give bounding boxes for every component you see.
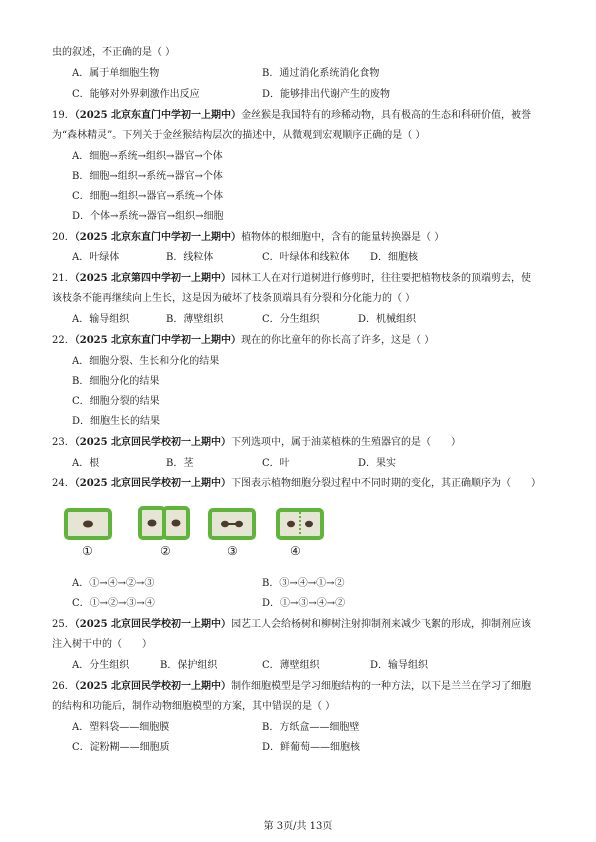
q19-option-b: B．细胞→组织→系统→器官→个体 [72, 171, 223, 182]
q24-option-c: C．①→②→③→④ [72, 598, 155, 609]
q19-stem: 19．（2025 北京东直门中学初一上期中）金丝猴是我国特有的珍稀动物，具有极高的生态和科研价值，被誉 [52, 110, 532, 121]
q19-option-c: C．细胞→组织→器官→系统→个体 [72, 191, 224, 202]
q20-stem: 20．（2025 北京东直门中学初一上期中）植物体的根细胞中，含有的能量转换器是（ ） [52, 232, 445, 243]
q20-option-b: B．线粒体 [166, 252, 214, 263]
q26-stem: 26．（2025 北京回民学校初一上期中）制作细胞模型是学习细胞结构的一种方法，以下是兰兰在学习了细胞 [52, 681, 532, 692]
q26-stem-line2: 的结构和功能后，制作动物细胞模型的方案，其中错误的是（ ） [52, 701, 336, 712]
q24-stem: 24．（2025 北京回民学校初一上期中）下图表示植物细胞分裂过程中不同时期的变化，其正确顺序为（ ） [52, 478, 542, 489]
q21-option-d: D．机械组织 [358, 314, 417, 325]
page-footer: 第 3页/共 13页 [263, 821, 333, 832]
q18-option-d: D．能够排出代谢产生的废物 [262, 89, 391, 100]
q23-option-b: B．茎 [166, 458, 194, 469]
q26-option-c: C．淀粉糊——细胞质 [72, 742, 170, 753]
q22-option-d: D．细胞生长的结果 [72, 416, 161, 427]
q25-option-a: A．分生组织 [72, 660, 130, 671]
q21-option-b: B．薄壁组织 [166, 314, 224, 325]
q19-option-a: A．细胞→系统→组织→器官→个体 [72, 151, 223, 162]
nucleus [221, 521, 229, 527]
q25-option-b: B．保护组织 [160, 660, 218, 671]
q23-option-a: A．根 [72, 458, 100, 469]
q25-stem-line2: 注入树干中的（ ） [52, 639, 152, 650]
nucleus [172, 520, 181, 527]
q25-option-c: C．薄壁组织 [262, 660, 320, 671]
q26-option-d: D．鲜葡萄——细胞核 [262, 742, 361, 753]
q18-option-a: A．属于单细胞生物 [72, 68, 160, 79]
q21-option-c: C．分生组织 [262, 314, 320, 325]
figure-label-1: ① [82, 544, 93, 558]
q20-option-d: D．细胞核 [370, 252, 419, 263]
q25-stem: 25．（2025 北京回民学校初一上期中）园艺工人会给杨树和柳树注射抑制剂来减少飞絮的形成，抑制剂应该 [52, 619, 532, 630]
q25-option-d: D．输导组织 [370, 660, 429, 671]
q18-option-b: B．通过消化系统消化食物 [262, 68, 380, 79]
q22-option-c: C．细胞分裂的结果 [72, 396, 160, 407]
q26-option-b: B．方纸盒——细胞壁 [262, 722, 360, 733]
q26-option-a: A．塑料袋——细胞膜 [72, 722, 170, 733]
cell-division-figure [60, 502, 330, 542]
q20-option-a: A．叶绿体 [72, 252, 120, 263]
nucleus [83, 521, 93, 528]
q24-option-a: A．①→④→②→③ [72, 578, 155, 589]
q23-stem: 23．（2025 北京回民学校初一上期中）下列选项中，属于油菜植株的生殖器官的是（ ） [52, 437, 462, 448]
q22-stem: 22．（2025 北京东直门中学初一上期中）现在的你比童年的你长高了许多，这是（ ） [52, 335, 435, 346]
q19-stem-line2: 为“森林精灵”。下列关于金丝猴结构层次的描述中，从微观到宏观顺序正确的是（ ） [52, 130, 426, 141]
figure-label-2: ② [160, 544, 171, 558]
q24-option-b: B．③→④→①→② [262, 578, 345, 589]
cell-stage-3 [210, 510, 254, 538]
q23-option-d: D．果实 [358, 458, 397, 469]
nucleus [287, 521, 295, 527]
nucleus [235, 521, 243, 527]
q24-option-d: D．①→③→④→② [262, 598, 346, 609]
q20-option-c: C．叶绿体和线粒体 [262, 252, 350, 263]
q21-option-a: A．输导组织 [72, 314, 130, 325]
cell-stage-4 [278, 510, 322, 538]
q18-stem: 虫的叙述，不正确的是（ ） [52, 47, 176, 58]
cell-stage-2 [140, 508, 188, 538]
q23-option-c: C．叶 [262, 458, 290, 469]
figure-label-4: ④ [290, 544, 301, 558]
q19-option-d: D．个体→系统→器官→组织→细胞 [72, 211, 224, 222]
cell-stage-1 [66, 510, 110, 538]
q22-option-a: A．细胞分裂、生长和分化的结果 [72, 356, 220, 367]
figure-label-3: ③ [227, 544, 238, 558]
nucleus [305, 521, 313, 527]
nucleus [148, 520, 157, 527]
q18-option-c: C．能够对外界刺激作出反应 [72, 89, 200, 100]
q21-stem-line2: 该枝条不能再继续向上生长，这是因为破坏了枝条顶端具有分裂和分化能力的（ ） [52, 293, 416, 304]
q21-stem: 21．（2025 北京第四中学初一上期中）园林工人在对行道树进行修剪时，往往要把植物枝条的顶端剪去，使 [52, 273, 532, 284]
q22-option-b: B．细胞分化的结果 [72, 376, 160, 387]
